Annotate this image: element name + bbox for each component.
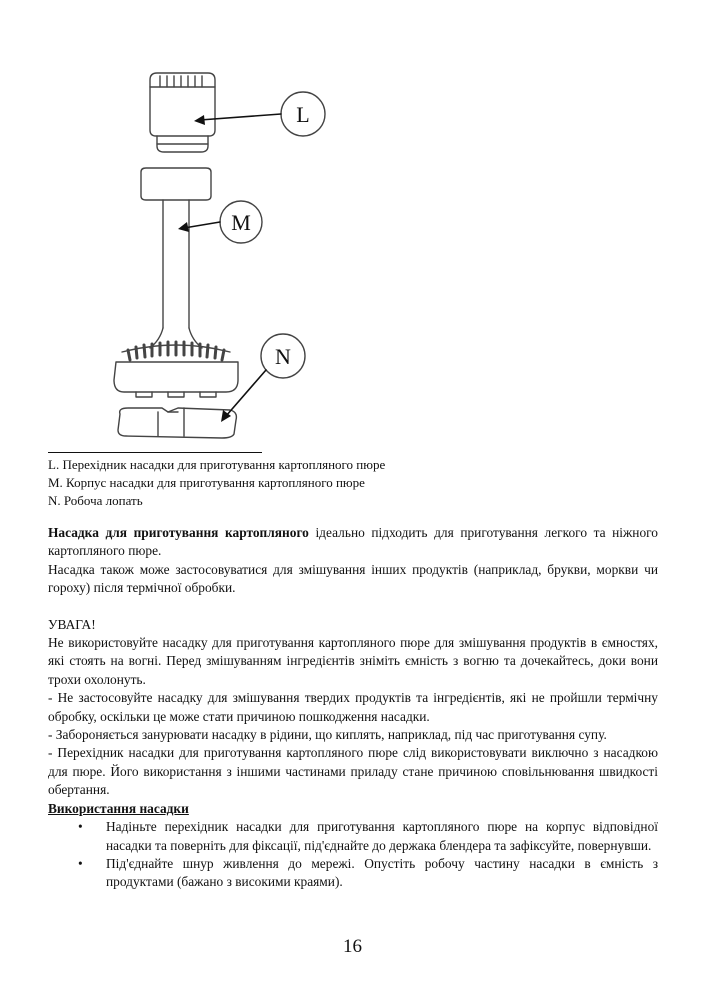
- masher-head-part: [114, 342, 238, 438]
- leader-line-n: [226, 370, 266, 416]
- usage-step-text: Надіньте перехідник насадки для приготування картопляного пюре на корпус відповідної насадки та поверніть для фіксації, під'єднайте до держака блендера та зафіксуйте, повернувши.: [106, 819, 658, 853]
- intro-lead-rest: ідеально підходить для приготування легкого та ніжного картопляного пюре.: [48, 525, 658, 559]
- leader-line-l: [200, 114, 281, 120]
- intro-bold-lead: Насадка для приготування картопляного: [48, 525, 309, 540]
- warning-heading: УВАГА!: [48, 616, 96, 632]
- bullet-icon: •: [78, 819, 83, 835]
- adapter-part: [150, 73, 215, 152]
- usage-step-text: Під'єднайте шнур живлення до мережі. Опустіть робочу частину насадки в ємність з продуктами (бажано з високими краями).: [106, 855, 658, 890]
- intro-paragraph: [48, 524, 658, 561]
- warning-paragraph: - Перехідник насадки для приготування картопляного пюре слід використовувати виключно з насадкою для пюре. Його використання з іншими частинами приладу стане причиною сповільнювання швидкості обертання.: [48, 745, 658, 798]
- callout-label-n: N: [275, 344, 291, 369]
- usage-step: [48, 855, 658, 892]
- usage-heading: Використання насадки: [48, 800, 189, 816]
- legend-item-n: N. Робоча лопать: [48, 493, 143, 508]
- page-number: 16: [343, 936, 362, 957]
- shaft-body-part: [141, 168, 211, 348]
- usage-step: [48, 818, 658, 855]
- bullet-icon: •: [78, 855, 83, 871]
- arrowhead-l: [194, 115, 205, 125]
- warning-paragraph: - Забороняється занурювати насадку в рідини, що киплять, наприклад, під час приготування супу.: [48, 727, 607, 743]
- manual-body: [48, 524, 658, 892]
- figure-legend: [48, 456, 385, 510]
- attachment-figure: [0, 0, 705, 450]
- usage-steps: [48, 818, 658, 892]
- legend-divider: [48, 452, 262, 453]
- legend-item-l: L. Перехідник насадки для приготування картопляного пюре: [48, 457, 386, 472]
- callout-label-m: M: [231, 210, 251, 235]
- arrowhead-m: [178, 222, 189, 232]
- warning-paragraph: Не використовуйте насадку для приготування картопляного пюре для змішування продуктів в ємностях, які стоять на вогні. Перед змішуванням інгредієнтів зніміть ємність з вогню та дочекайтесь, доки вони трохи охолонуть.: [48, 635, 658, 687]
- intro-second-paragraph: Насадка також може застосовуватися для змішування інших продуктів (наприклад, брукви, моркви чи гороху) після термічної обробки.: [48, 561, 658, 596]
- legend-item-m: M. Корпус насадки для приготування картопляного пюре: [48, 475, 365, 490]
- masher-drawing: [0, 0, 705, 450]
- callout-label-l: L: [296, 102, 310, 127]
- warning-paragraph: - Не застосовуйте насадку для змішування твердих продуктів та інгредієнтів, які не пройшли термічну обробку, оскільки це може стати причиною пошкодження насадки.: [48, 690, 658, 724]
